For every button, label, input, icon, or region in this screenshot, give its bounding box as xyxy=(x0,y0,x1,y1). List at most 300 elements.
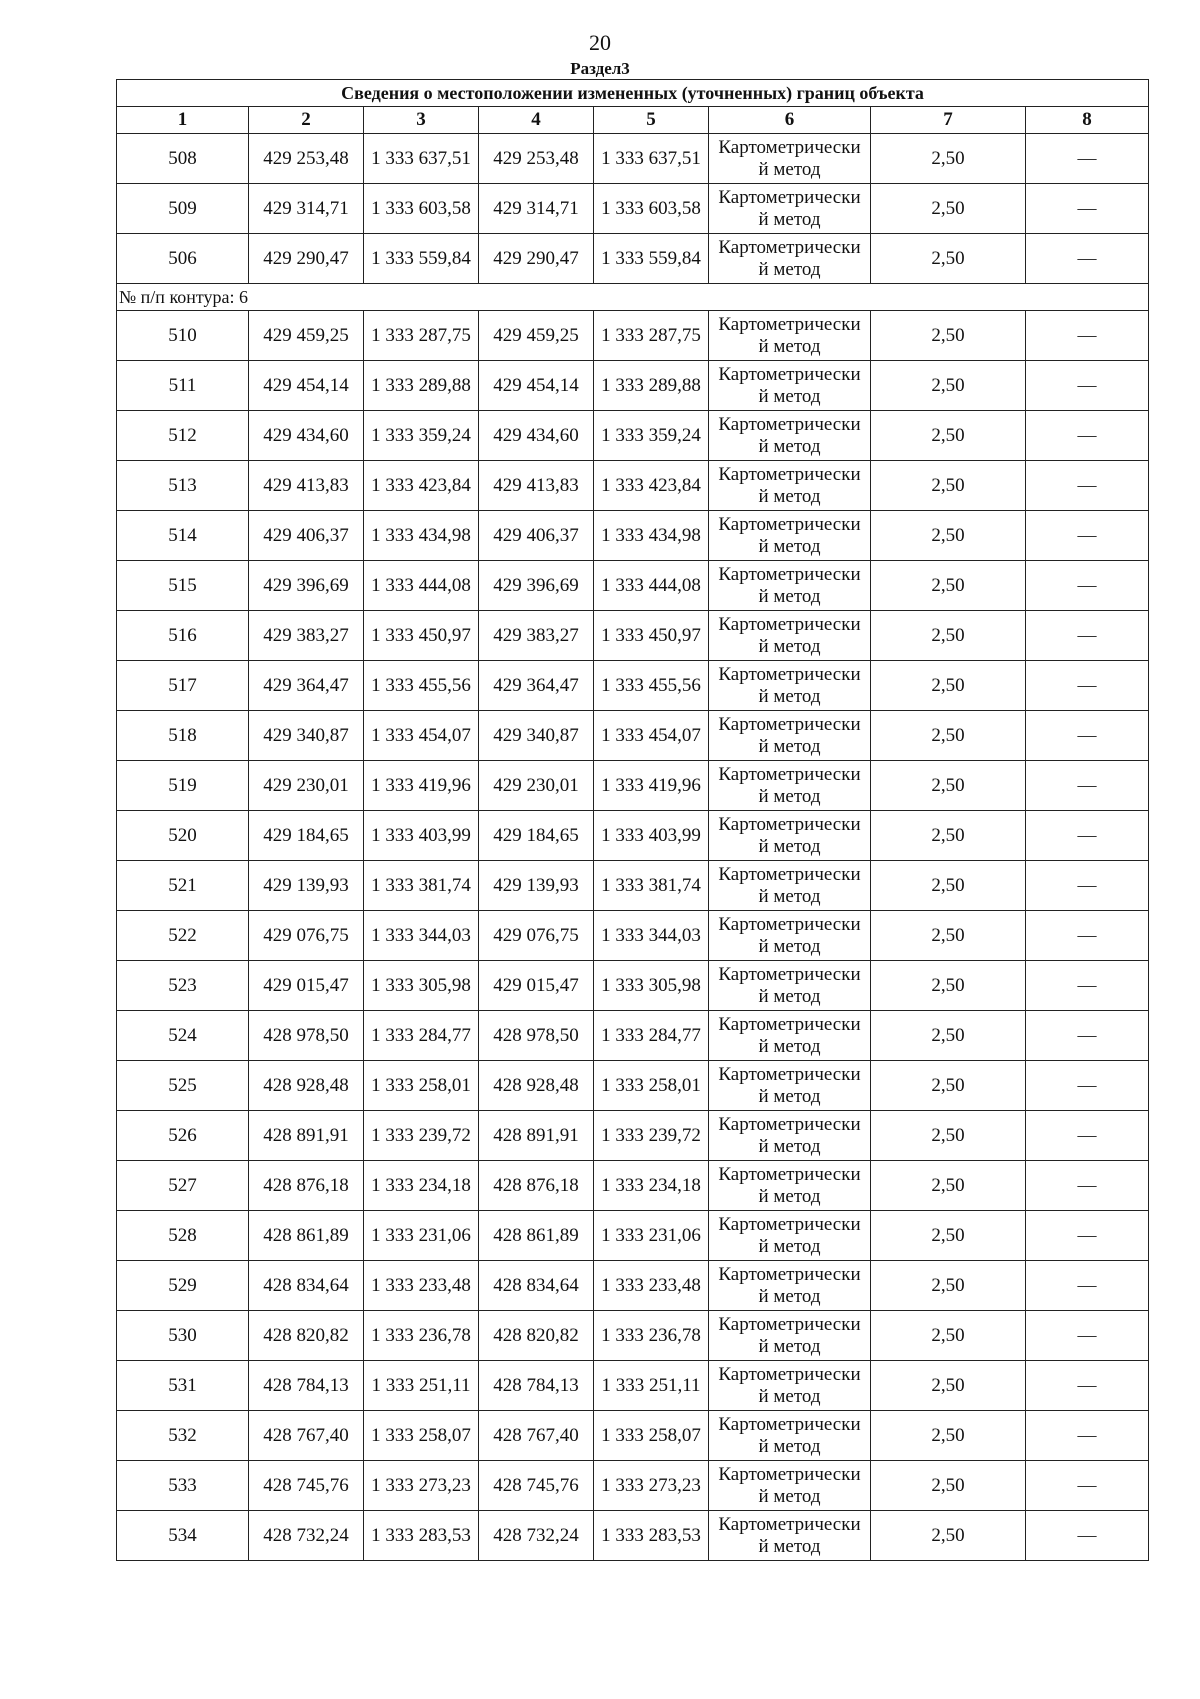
method-line-1: Картометрически xyxy=(718,1113,861,1135)
accuracy-cell: 2,50 xyxy=(871,184,1026,234)
y-new-cell: 1 333 559,84 xyxy=(594,234,709,284)
y-old-cell: 1 333 258,07 xyxy=(364,1411,479,1461)
x-new-cell: 428 876,18 xyxy=(479,1161,594,1211)
method-line-1: Картометрически xyxy=(718,913,861,935)
x-new-cell: 429 015,47 xyxy=(479,961,594,1011)
method-cell xyxy=(709,661,871,711)
y-new-cell: 1 333 455,56 xyxy=(594,661,709,711)
method-line-2: й метод xyxy=(758,685,821,707)
y-old-cell: 1 333 434,98 xyxy=(364,511,479,561)
table-row xyxy=(117,1411,1149,1461)
accuracy-cell: 2,50 xyxy=(871,761,1026,811)
method-line-2: й метод xyxy=(758,785,821,807)
y-new-cell: 1 333 359,24 xyxy=(594,411,709,461)
method-cell xyxy=(709,1211,871,1261)
note-cell: — xyxy=(1026,1211,1149,1261)
accuracy-cell: 2,50 xyxy=(871,1261,1026,1311)
accuracy-cell: 2,50 xyxy=(871,861,1026,911)
method-line-2: й метод xyxy=(758,485,821,507)
method-line-2: й метод xyxy=(758,258,821,280)
method-cell xyxy=(709,911,871,961)
x-new-cell: 429 434,60 xyxy=(479,411,594,461)
note-cell: — xyxy=(1026,1061,1149,1111)
y-old-cell: 1 333 423,84 xyxy=(364,461,479,511)
x-new-cell: 429 454,14 xyxy=(479,361,594,411)
contour-label: № п/п контура: 6 xyxy=(117,284,1149,311)
note-cell: — xyxy=(1026,1161,1149,1211)
x-old-cell: 429 413,83 xyxy=(249,461,364,511)
table-row xyxy=(117,811,1149,861)
note-cell: — xyxy=(1026,1411,1149,1461)
accuracy-cell: 2,50 xyxy=(871,311,1026,361)
note-cell: — xyxy=(1026,561,1149,611)
x-new-cell: 428 891,91 xyxy=(479,1111,594,1161)
method-cell xyxy=(709,461,871,511)
method-line-2: й метод xyxy=(758,1385,821,1407)
y-old-cell: 1 333 287,75 xyxy=(364,311,479,361)
x-old-cell: 429 340,87 xyxy=(249,711,364,761)
column-number: 4 xyxy=(479,107,594,134)
method-cell xyxy=(709,611,871,661)
point-number-cell: 510 xyxy=(117,311,249,361)
table-row xyxy=(117,1511,1149,1561)
y-old-cell: 1 333 359,24 xyxy=(364,411,479,461)
table-row xyxy=(117,561,1149,611)
x-old-cell: 428 732,24 xyxy=(249,1511,364,1561)
accuracy-cell: 2,50 xyxy=(871,1011,1026,1061)
table-row xyxy=(117,1461,1149,1511)
column-number-row xyxy=(117,107,1149,134)
point-number-cell: 533 xyxy=(117,1461,249,1511)
y-old-cell: 1 333 234,18 xyxy=(364,1161,479,1211)
x-new-cell: 429 314,71 xyxy=(479,184,594,234)
y-new-cell: 1 333 381,74 xyxy=(594,861,709,911)
x-old-cell: 429 434,60 xyxy=(249,411,364,461)
y-new-cell: 1 333 239,72 xyxy=(594,1111,709,1161)
method-cell xyxy=(709,1511,871,1561)
note-cell: — xyxy=(1026,311,1149,361)
y-old-cell: 1 333 273,23 xyxy=(364,1461,479,1511)
y-new-cell: 1 333 434,98 xyxy=(594,511,709,561)
x-old-cell: 428 861,89 xyxy=(249,1211,364,1261)
method-line-2: й метод xyxy=(758,885,821,907)
point-number-cell: 527 xyxy=(117,1161,249,1211)
method-line-2: й метод xyxy=(758,1335,821,1357)
point-number-cell: 511 xyxy=(117,361,249,411)
x-new-cell: 428 978,50 xyxy=(479,1011,594,1061)
x-old-cell: 429 314,71 xyxy=(249,184,364,234)
accuracy-cell: 2,50 xyxy=(871,1361,1026,1411)
column-number: 7 xyxy=(871,107,1026,134)
method-line-2: й метод xyxy=(758,1185,821,1207)
method-line-2: й метод xyxy=(758,1535,821,1557)
method-line-1: Картометрически xyxy=(718,713,861,735)
table-row xyxy=(117,1261,1149,1311)
column-number: 2 xyxy=(249,107,364,134)
table-caption: Сведения о местоположении измененных (уточненных) границ объекта xyxy=(117,80,1149,107)
point-number-cell: 521 xyxy=(117,861,249,911)
x-new-cell: 428 767,40 xyxy=(479,1411,594,1461)
table-row xyxy=(117,861,1149,911)
point-number-cell: 519 xyxy=(117,761,249,811)
y-old-cell: 1 333 289,88 xyxy=(364,361,479,411)
method-line-1: Картометрически xyxy=(718,363,861,385)
contour-row xyxy=(117,284,1149,311)
point-number-cell: 523 xyxy=(117,961,249,1011)
y-new-cell: 1 333 450,97 xyxy=(594,611,709,661)
table-row xyxy=(117,234,1149,284)
method-line-1: Картометрически xyxy=(718,1463,861,1485)
x-old-cell: 429 290,47 xyxy=(249,234,364,284)
point-number-cell: 514 xyxy=(117,511,249,561)
point-number-cell: 509 xyxy=(117,184,249,234)
y-new-cell: 1 333 236,78 xyxy=(594,1311,709,1361)
method-line-1: Картометрически xyxy=(718,1213,861,1235)
point-number-cell: 515 xyxy=(117,561,249,611)
y-old-cell: 1 333 344,03 xyxy=(364,911,479,961)
x-new-cell: 429 340,87 xyxy=(479,711,594,761)
table-row xyxy=(117,511,1149,561)
method-line-2: й метод xyxy=(758,1235,821,1257)
y-new-cell: 1 333 233,48 xyxy=(594,1261,709,1311)
y-old-cell: 1 333 233,48 xyxy=(364,1261,479,1311)
note-cell: — xyxy=(1026,861,1149,911)
method-cell xyxy=(709,1361,871,1411)
table-row xyxy=(117,1111,1149,1161)
x-old-cell: 429 253,48 xyxy=(249,134,364,184)
table-row xyxy=(117,311,1149,361)
x-new-cell: 429 406,37 xyxy=(479,511,594,561)
x-old-cell: 429 364,47 xyxy=(249,661,364,711)
point-number-cell: 531 xyxy=(117,1361,249,1411)
y-new-cell: 1 333 283,53 xyxy=(594,1511,709,1561)
point-number-cell: 524 xyxy=(117,1011,249,1061)
point-number-cell: 532 xyxy=(117,1411,249,1461)
x-old-cell: 428 767,40 xyxy=(249,1411,364,1461)
point-number-cell: 518 xyxy=(117,711,249,761)
y-old-cell: 1 333 239,72 xyxy=(364,1111,479,1161)
method-cell xyxy=(709,1311,871,1361)
method-line-1: Картометрически xyxy=(718,663,861,685)
y-new-cell: 1 333 419,96 xyxy=(594,761,709,811)
table-row xyxy=(117,1211,1149,1261)
method-line-1: Картометрически xyxy=(718,136,861,158)
method-cell xyxy=(709,1161,871,1211)
y-old-cell: 1 333 381,74 xyxy=(364,861,479,911)
method-line-1: Картометрически xyxy=(718,513,861,535)
point-number-cell: 513 xyxy=(117,461,249,511)
point-number-cell: 525 xyxy=(117,1061,249,1111)
x-new-cell: 429 396,69 xyxy=(479,561,594,611)
note-cell: — xyxy=(1026,1311,1149,1361)
x-old-cell: 429 383,27 xyxy=(249,611,364,661)
accuracy-cell: 2,50 xyxy=(871,611,1026,661)
method-line-2: й метод xyxy=(758,735,821,757)
method-line-1: Картометрически xyxy=(718,186,861,208)
x-new-cell: 429 364,47 xyxy=(479,661,594,711)
method-line-2: й метод xyxy=(758,1085,821,1107)
method-line-2: й метод xyxy=(758,935,821,957)
note-cell: — xyxy=(1026,511,1149,561)
column-number: 8 xyxy=(1026,107,1149,134)
x-new-cell: 429 184,65 xyxy=(479,811,594,861)
note-cell: — xyxy=(1026,911,1149,961)
method-line-2: й метод xyxy=(758,985,821,1007)
x-old-cell: 428 891,91 xyxy=(249,1111,364,1161)
note-cell: — xyxy=(1026,811,1149,861)
method-cell xyxy=(709,561,871,611)
x-old-cell: 429 015,47 xyxy=(249,961,364,1011)
point-number-cell: 534 xyxy=(117,1511,249,1561)
accuracy-cell: 2,50 xyxy=(871,1311,1026,1361)
method-cell xyxy=(709,361,871,411)
y-old-cell: 1 333 251,11 xyxy=(364,1361,479,1411)
method-line-1: Картометрически xyxy=(718,1263,861,1285)
method-cell xyxy=(709,1011,871,1061)
note-cell: — xyxy=(1026,711,1149,761)
x-old-cell: 429 454,14 xyxy=(249,361,364,411)
x-new-cell: 429 413,83 xyxy=(479,461,594,511)
point-number-cell: 506 xyxy=(117,234,249,284)
method-line-2: й метод xyxy=(758,208,821,230)
y-new-cell: 1 333 251,11 xyxy=(594,1361,709,1411)
point-number-cell: 516 xyxy=(117,611,249,661)
method-line-2: й метод xyxy=(758,835,821,857)
table-row xyxy=(117,1361,1149,1411)
x-old-cell: 429 076,75 xyxy=(249,911,364,961)
x-new-cell: 428 732,24 xyxy=(479,1511,594,1561)
method-line-1: Картометрически xyxy=(718,463,861,485)
method-cell xyxy=(709,961,871,1011)
x-new-cell: 429 459,25 xyxy=(479,311,594,361)
x-old-cell: 429 396,69 xyxy=(249,561,364,611)
table-row xyxy=(117,1011,1149,1061)
accuracy-cell: 2,50 xyxy=(871,134,1026,184)
section-title: Раздел3 xyxy=(570,59,630,78)
method-line-1: Картометрически xyxy=(718,863,861,885)
accuracy-cell: 2,50 xyxy=(871,811,1026,861)
x-new-cell: 429 383,27 xyxy=(479,611,594,661)
note-cell: — xyxy=(1026,1361,1149,1411)
table-row xyxy=(117,411,1149,461)
accuracy-cell: 2,50 xyxy=(871,461,1026,511)
x-old-cell: 428 928,48 xyxy=(249,1061,364,1111)
table-row xyxy=(117,661,1149,711)
point-number-cell: 528 xyxy=(117,1211,249,1261)
column-number: 6 xyxy=(709,107,871,134)
x-old-cell: 428 834,64 xyxy=(249,1261,364,1311)
table-row xyxy=(117,184,1149,234)
y-old-cell: 1 333 236,78 xyxy=(364,1311,479,1361)
note-cell: — xyxy=(1026,361,1149,411)
y-new-cell: 1 333 231,06 xyxy=(594,1211,709,1261)
accuracy-cell: 2,50 xyxy=(871,711,1026,761)
point-number-cell: 530 xyxy=(117,1311,249,1361)
accuracy-cell: 2,50 xyxy=(871,1111,1026,1161)
method-line-2: й метод xyxy=(758,1035,821,1057)
method-line-1: Картометрически xyxy=(718,963,861,985)
x-new-cell: 429 139,93 xyxy=(479,861,594,911)
method-cell xyxy=(709,184,871,234)
method-line-1: Картометрически xyxy=(718,763,861,785)
x-new-cell: 428 928,48 xyxy=(479,1061,594,1111)
method-line-2: й метод xyxy=(758,1435,821,1457)
method-cell xyxy=(709,1061,871,1111)
note-cell: — xyxy=(1026,1011,1149,1061)
x-old-cell: 428 784,13 xyxy=(249,1361,364,1411)
note-cell: — xyxy=(1026,1511,1149,1561)
method-cell xyxy=(709,711,871,761)
y-new-cell: 1 333 454,07 xyxy=(594,711,709,761)
y-new-cell: 1 333 603,58 xyxy=(594,184,709,234)
accuracy-cell: 2,50 xyxy=(871,661,1026,711)
note-cell: — xyxy=(1026,411,1149,461)
table-row xyxy=(117,761,1149,811)
note-cell: — xyxy=(1026,761,1149,811)
y-new-cell: 1 333 637,51 xyxy=(594,134,709,184)
y-old-cell: 1 333 305,98 xyxy=(364,961,479,1011)
method-line-2: й метод xyxy=(758,435,821,457)
x-new-cell: 429 253,48 xyxy=(479,134,594,184)
table-row xyxy=(117,961,1149,1011)
x-old-cell: 429 230,01 xyxy=(249,761,364,811)
x-old-cell: 428 820,82 xyxy=(249,1311,364,1361)
method-cell xyxy=(709,311,871,361)
x-new-cell: 428 784,13 xyxy=(479,1361,594,1411)
note-cell: — xyxy=(1026,234,1149,284)
method-line-1: Картометрически xyxy=(718,1313,861,1335)
table-body xyxy=(117,80,1149,1561)
note-cell: — xyxy=(1026,1111,1149,1161)
x-old-cell: 428 876,18 xyxy=(249,1161,364,1211)
page-number: 20 xyxy=(589,30,611,55)
accuracy-cell: 2,50 xyxy=(871,1511,1026,1561)
method-line-2: й метод xyxy=(758,1135,821,1157)
y-new-cell: 1 333 273,23 xyxy=(594,1461,709,1511)
table-row xyxy=(117,461,1149,511)
y-old-cell: 1 333 444,08 xyxy=(364,561,479,611)
column-number: 1 xyxy=(117,107,249,134)
note-cell: — xyxy=(1026,1261,1149,1311)
method-line-1: Картометрически xyxy=(718,413,861,435)
method-cell xyxy=(709,411,871,461)
accuracy-cell: 2,50 xyxy=(871,234,1026,284)
x-old-cell: 429 139,93 xyxy=(249,861,364,911)
method-cell xyxy=(709,1411,871,1461)
y-new-cell: 1 333 403,99 xyxy=(594,811,709,861)
method-line-2: й метод xyxy=(758,158,821,180)
method-line-1: Картометрически xyxy=(718,236,861,258)
accuracy-cell: 2,50 xyxy=(871,1161,1026,1211)
y-old-cell: 1 333 455,56 xyxy=(364,661,479,711)
column-number: 5 xyxy=(594,107,709,134)
accuracy-cell: 2,50 xyxy=(871,361,1026,411)
method-line-1: Картометрически xyxy=(718,1513,861,1535)
y-old-cell: 1 333 637,51 xyxy=(364,134,479,184)
x-old-cell: 428 745,76 xyxy=(249,1461,364,1511)
x-new-cell: 428 820,82 xyxy=(479,1311,594,1361)
accuracy-cell: 2,50 xyxy=(871,411,1026,461)
table-row xyxy=(117,361,1149,411)
note-cell: — xyxy=(1026,461,1149,511)
point-number-cell: 512 xyxy=(117,411,249,461)
note-cell: — xyxy=(1026,1461,1149,1511)
method-cell xyxy=(709,1261,871,1311)
accuracy-cell: 2,50 xyxy=(871,911,1026,961)
x-new-cell: 429 076,75 xyxy=(479,911,594,961)
x-old-cell: 429 459,25 xyxy=(249,311,364,361)
x-new-cell: 428 861,89 xyxy=(479,1211,594,1261)
point-number-cell: 529 xyxy=(117,1261,249,1311)
method-cell xyxy=(709,1461,871,1511)
y-old-cell: 1 333 450,97 xyxy=(364,611,479,661)
point-number-cell: 526 xyxy=(117,1111,249,1161)
method-line-2: й метод xyxy=(758,535,821,557)
y-old-cell: 1 333 231,06 xyxy=(364,1211,479,1261)
method-line-1: Картометрически xyxy=(718,1163,861,1185)
method-cell xyxy=(709,1111,871,1161)
method-line-1: Картометрически xyxy=(718,1363,861,1385)
x-old-cell: 429 406,37 xyxy=(249,511,364,561)
y-new-cell: 1 333 287,75 xyxy=(594,311,709,361)
method-line-2: й метод xyxy=(758,585,821,607)
table-row xyxy=(117,911,1149,961)
y-new-cell: 1 333 305,98 xyxy=(594,961,709,1011)
method-cell xyxy=(709,134,871,184)
point-number-cell: 517 xyxy=(117,661,249,711)
y-new-cell: 1 333 258,01 xyxy=(594,1061,709,1111)
method-line-1: Картометрически xyxy=(718,1013,861,1035)
method-line-1: Картометрически xyxy=(718,813,861,835)
point-number-cell: 508 xyxy=(117,134,249,184)
method-line-2: й метод xyxy=(758,1285,821,1307)
table-row xyxy=(117,711,1149,761)
note-cell: — xyxy=(1026,611,1149,661)
point-number-cell: 522 xyxy=(117,911,249,961)
method-cell xyxy=(709,511,871,561)
note-cell: — xyxy=(1026,184,1149,234)
y-new-cell: 1 333 234,18 xyxy=(594,1161,709,1211)
y-old-cell: 1 333 419,96 xyxy=(364,761,479,811)
accuracy-cell: 2,50 xyxy=(871,1461,1026,1511)
y-old-cell: 1 333 454,07 xyxy=(364,711,479,761)
method-cell xyxy=(709,861,871,911)
method-cell xyxy=(709,234,871,284)
method-line-1: Картометрически xyxy=(718,563,861,585)
method-line-2: й метод xyxy=(758,1485,821,1507)
note-cell: — xyxy=(1026,961,1149,1011)
accuracy-cell: 2,50 xyxy=(871,1211,1026,1261)
x-new-cell: 429 290,47 xyxy=(479,234,594,284)
note-cell: — xyxy=(1026,134,1149,184)
y-old-cell: 1 333 603,58 xyxy=(364,184,479,234)
coordinates-table xyxy=(116,79,1149,1561)
y-new-cell: 1 333 284,77 xyxy=(594,1011,709,1061)
method-line-1: Картометрически xyxy=(718,613,861,635)
y-old-cell: 1 333 258,01 xyxy=(364,1061,479,1111)
table-row xyxy=(117,1161,1149,1211)
x-old-cell: 428 978,50 xyxy=(249,1011,364,1061)
x-old-cell: 429 184,65 xyxy=(249,811,364,861)
accuracy-cell: 2,50 xyxy=(871,1411,1026,1461)
y-old-cell: 1 333 284,77 xyxy=(364,1011,479,1061)
y-new-cell: 1 333 423,84 xyxy=(594,461,709,511)
y-old-cell: 1 333 559,84 xyxy=(364,234,479,284)
table-row xyxy=(117,1311,1149,1361)
method-line-1: Картометрически xyxy=(718,313,861,335)
accuracy-cell: 2,50 xyxy=(871,511,1026,561)
y-old-cell: 1 333 403,99 xyxy=(364,811,479,861)
